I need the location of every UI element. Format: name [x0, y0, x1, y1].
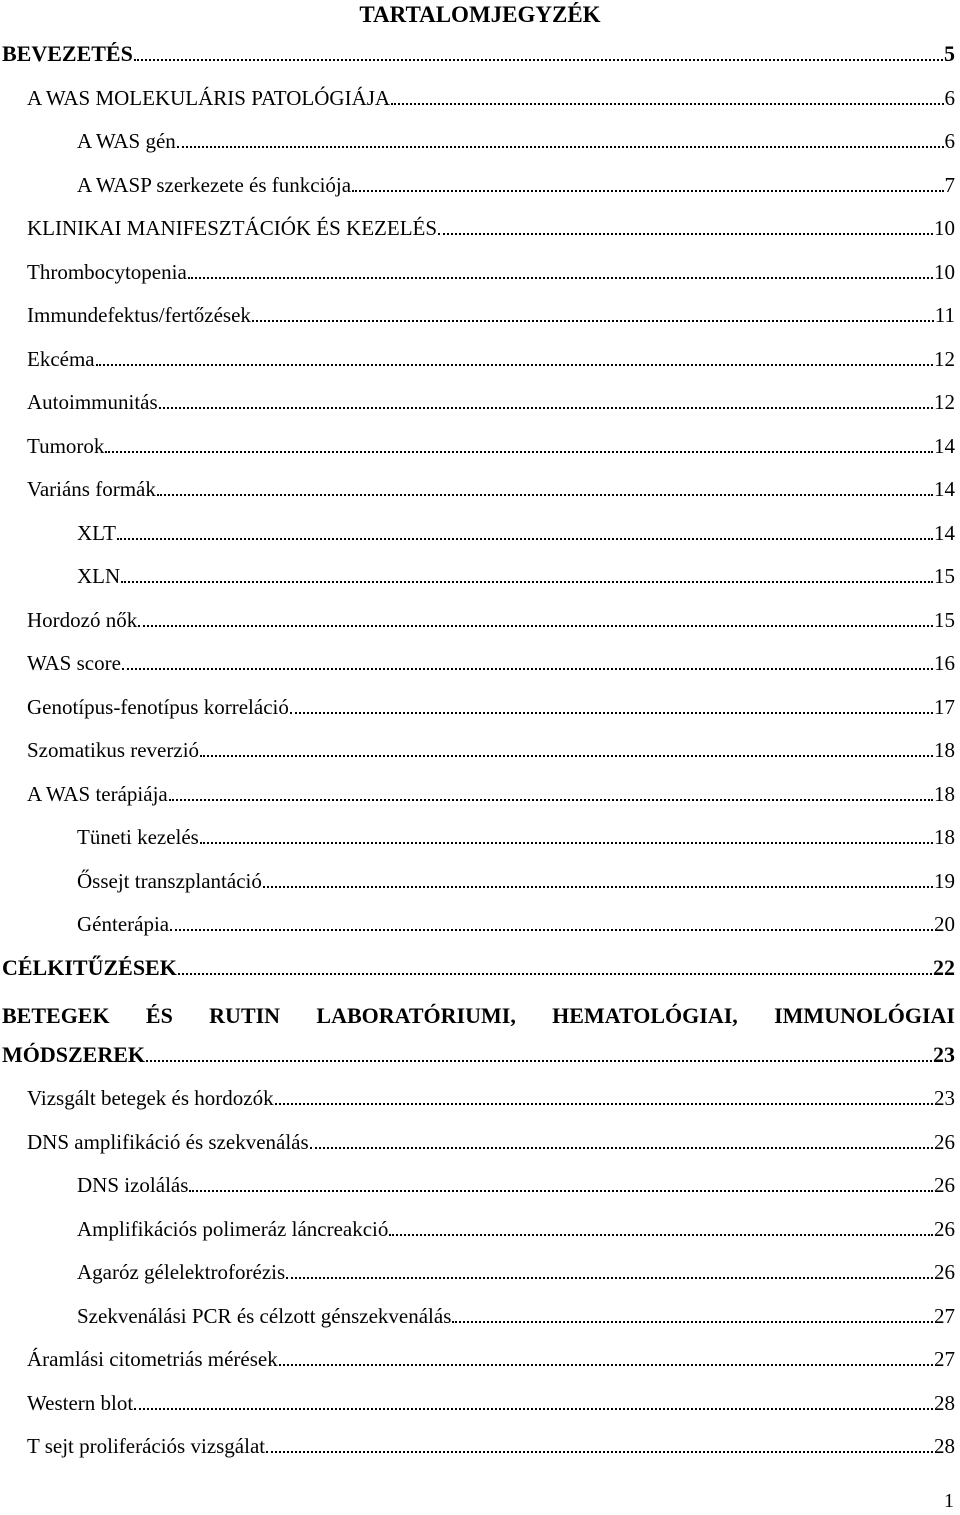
- toc-entry-ossejt-transzplantacio[interactable]: [77, 862, 955, 894]
- toc-entry-title: Genotípus-fenotípus korreláció: [27, 694, 289, 719]
- toc-entry-autoimmunitas[interactable]: [27, 383, 955, 415]
- toc-entry-page: 14: [934, 433, 955, 458]
- toc-entry-hordozo-nok[interactable]: [27, 601, 955, 633]
- dot-leader: [134, 1408, 933, 1410]
- toc-entry-page: 18: [934, 738, 955, 762]
- toc-entry-page: 23: [933, 1041, 955, 1067]
- dot-leader: [452, 1321, 933, 1323]
- toc-entry-page: 7: [944, 172, 955, 197]
- dot-leader: [105, 451, 933, 453]
- toc-entry-title: XLT: [77, 520, 116, 545]
- toc-entry-title: A WASP szerkezete és funkciója: [77, 172, 352, 197]
- toc-entry-genterapia[interactable]: [77, 905, 955, 937]
- toc-entry-title: A WAS gén: [77, 129, 176, 153]
- dot-leader: [391, 103, 943, 105]
- dot-leader: [117, 538, 933, 540]
- toc-entry-wasp-szerkezete[interactable]: [77, 166, 955, 198]
- toc-entry-title: T sejt proliferációs vizsgálat: [27, 1434, 266, 1458]
- toc-entry-was-gen[interactable]: [77, 122, 955, 154]
- toc-entry-title: A WAS terápiája: [27, 781, 168, 806]
- toc-entry-page: 15: [934, 607, 955, 632]
- toc-entry-title: Immundefektus/fertőzések: [27, 303, 251, 327]
- toc-entry-was-terapiaja[interactable]: [27, 775, 955, 807]
- toc-entry-tuneti-kezeles[interactable]: [77, 818, 955, 850]
- dot-leader: [290, 712, 933, 714]
- toc-entry-title: Amplifikációs polimeráz láncreakció: [77, 1216, 389, 1241]
- toc-entry-page: 10: [934, 259, 955, 284]
- toc-entry-varians-formak[interactable]: [27, 470, 955, 502]
- dot-leader: [279, 1364, 933, 1366]
- toc-entry-xlt[interactable]: [77, 514, 955, 546]
- toc-entry-title: Ekcéma: [27, 346, 95, 371]
- toc-entry-dns-izolalas[interactable]: [77, 1166, 955, 1198]
- toc-entry-title: CÉLKITŰZÉSEK: [2, 954, 177, 980]
- toc-entry-title: DNS izolálás: [77, 1173, 189, 1197]
- toc-entry-page: 14: [934, 477, 955, 501]
- dot-leader: [146, 1060, 932, 1062]
- toc-entry-aramlasi-citometria[interactable]: [27, 1340, 955, 1372]
- dot-leader: [438, 233, 933, 235]
- dot-leader: [275, 1103, 933, 1105]
- toc-entry-page: 22: [933, 954, 955, 980]
- toc-entry-szomatikus-reverzio[interactable]: [27, 731, 955, 763]
- page-number: 1: [944, 1490, 954, 1512]
- toc-entry-title: Szekvenálási PCR és célzott génszekvenálás: [77, 1303, 452, 1328]
- dot-leader: [189, 1190, 933, 1192]
- toc-entry-page: 16: [934, 651, 955, 675]
- toc-entry-was-score[interactable]: [27, 644, 955, 676]
- toc-entry-page: 18: [934, 825, 955, 849]
- toc-entry-was-molekularis-patologiaja[interactable]: [27, 79, 955, 111]
- toc-entry-thrombocytopenia[interactable]: [27, 253, 955, 285]
- dot-leader: [169, 799, 933, 801]
- toc-entry-page: 27: [934, 1347, 955, 1371]
- toc-entry-title: Autoimmunitás: [27, 390, 158, 414]
- toc-entry-title: DNS amplifikáció és szekvenálás: [27, 1129, 309, 1154]
- toc-entry-page: 15: [934, 564, 955, 588]
- toc-entry-page: 28: [934, 1390, 955, 1415]
- toc-entry-page: 26: [934, 1129, 955, 1154]
- toc-entry-ekcema[interactable]: [27, 340, 955, 372]
- toc-entry-western-blot[interactable]: [27, 1384, 955, 1416]
- toc-entry-title: Western blot: [27, 1390, 134, 1415]
- toc-entry-title: WAS score: [27, 651, 121, 675]
- toc-entry-title: Őssejt transzplantáció: [77, 868, 262, 893]
- dot-leader: [177, 146, 944, 148]
- dot-leader: [286, 1277, 933, 1279]
- toc-entry-page: 26: [934, 1173, 955, 1197]
- toc-entry-page: 23: [934, 1086, 955, 1110]
- toc-entry-page: 14: [934, 520, 955, 545]
- dot-leader: [310, 1147, 933, 1149]
- toc-entry-title: Hordozó nők: [27, 607, 138, 632]
- dot-leader: [96, 364, 933, 366]
- toc-entry-page: 19: [934, 868, 955, 893]
- toc-entry-title: MÓDSZEREK: [2, 1041, 146, 1067]
- toc-entry-klinikai-manifesztaciok[interactable]: [27, 209, 955, 241]
- toc-entry-title: XLN: [77, 564, 121, 588]
- toc-entry-title: Vizsgált betegek és hordozók: [27, 1086, 274, 1110]
- toc-entry-agaroz-gelelektroforezis[interactable]: [77, 1253, 955, 1285]
- dot-leader: [200, 755, 933, 757]
- toc-entry-title: Tüneti kezelés: [77, 825, 199, 849]
- dot-leader: [352, 190, 943, 192]
- toc-entry-page: 6: [944, 85, 955, 110]
- toc-entry-amplifikacios-pcr[interactable]: [77, 1210, 955, 1242]
- toc-entry-vizsgalt-betegek[interactable]: [27, 1079, 955, 1111]
- toc-entry-title: Áramlási citometriás mérések: [27, 1347, 278, 1371]
- toc-entry-page: 12: [934, 346, 955, 371]
- toc-entry-page: 28: [934, 1434, 955, 1458]
- dot-leader: [159, 407, 933, 409]
- toc-entry-page: 17: [934, 694, 955, 719]
- toc-entry-title: BEVEZETÉS: [2, 41, 133, 66]
- toc-entry-page: 5: [944, 41, 955, 66]
- toc-entry-celkituzesek[interactable]: [2, 949, 955, 981]
- toc-entry-szekvenalasi-pcr[interactable]: [77, 1297, 955, 1329]
- dot-leader: [200, 842, 933, 844]
- dot-leader: [252, 320, 934, 322]
- toc-entry-title: Variáns formák: [27, 477, 156, 501]
- toc-entry-title: KLINIKAI MANIFESZTÁCIÓK ÉS KEZELÉS: [27, 216, 438, 240]
- toc-entry-page: 20: [934, 912, 955, 936]
- dot-leader: [188, 277, 933, 279]
- toc-entry-title: Génterápia: [77, 912, 170, 936]
- page-title: TARTALOMJEGYZÉK: [359, 2, 601, 27]
- toc-entry-betegek-line1[interactable]: BETEGEK ÉS RUTIN LABORATÓRIUMI, HEMATOLÓGIAI, IMMUNOLÓGIAI: [2, 1003, 955, 1028]
- toc-entry-title: Thrombocytopenia: [27, 259, 187, 284]
- toc-entry-t-sejt-proliferacio[interactable]: [27, 1427, 955, 1459]
- dot-leader: [266, 1451, 933, 1453]
- toc-entry-title: Tumorok: [27, 433, 105, 458]
- toc-entry-genotipus-fenotipus[interactable]: [27, 688, 955, 720]
- dot-leader: [170, 929, 933, 931]
- toc-entry-page: 27: [934, 1303, 955, 1328]
- dot-leader: [178, 973, 932, 975]
- dot-leader: [122, 668, 933, 670]
- dot-leader: [138, 625, 933, 627]
- toc-entry-bevezetes[interactable]: [2, 35, 955, 67]
- toc-entry-immundefektus[interactable]: [27, 296, 955, 328]
- toc-entry-title: A WAS MOLEKULÁRIS PATOLÓGIÁJA: [27, 85, 391, 110]
- toc-entry-page: 26: [934, 1216, 955, 1241]
- toc-entry-xln[interactable]: [77, 557, 955, 589]
- toc-entry-page: 10: [934, 216, 955, 240]
- toc-entry-page: 6: [944, 129, 955, 153]
- dot-leader: [157, 494, 933, 496]
- toc-entry-title: Agaróz gélelektroforézis: [77, 1260, 286, 1284]
- toc-entry-modszerek[interactable]: [2, 1036, 955, 1068]
- dot-leader: [134, 59, 943, 61]
- dot-leader: [389, 1234, 933, 1236]
- toc-entry-page: 26: [934, 1260, 955, 1284]
- toc-entry-dns-amplifikacio[interactable]: [27, 1123, 955, 1155]
- dot-leader: [263, 886, 933, 888]
- toc-entry-page: 11: [934, 303, 955, 327]
- dot-leader: [121, 581, 933, 583]
- toc-entry-title: Szomatikus reverzió: [27, 738, 200, 762]
- toc-entry-page: 12: [934, 390, 955, 414]
- toc-entry-tumorok[interactable]: [27, 427, 955, 459]
- toc-entry-page: 18: [934, 781, 955, 806]
